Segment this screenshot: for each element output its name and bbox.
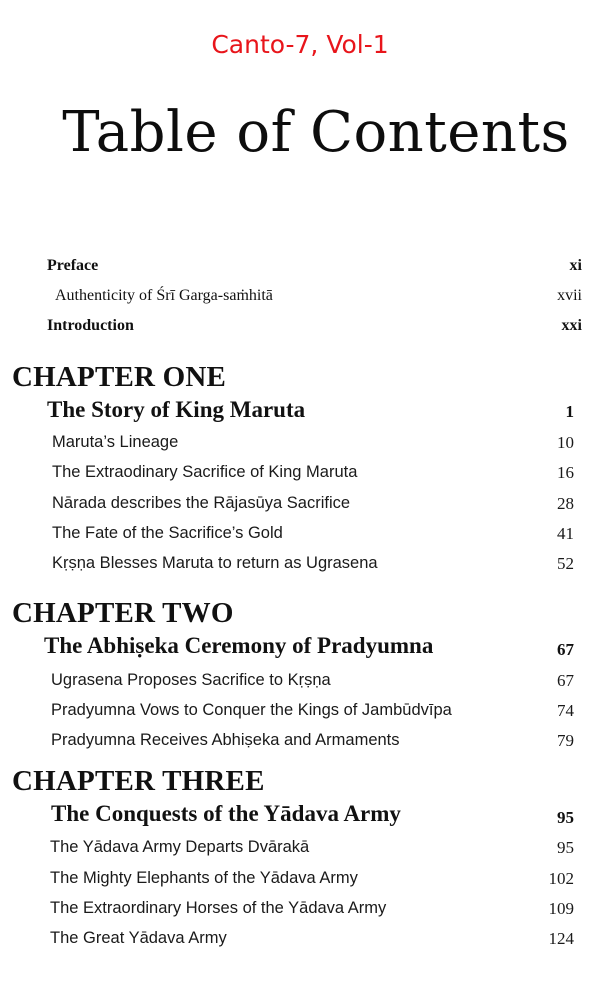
- toc-entry: Pradyumna Vows to Conquer the Kings of Jambūdvīpa: [51, 701, 452, 719]
- toc-page-number: 41: [557, 524, 574, 543]
- toc-page-preface: xi: [569, 257, 582, 274]
- canto-volume-label: Canto-7, Vol-1: [211, 30, 389, 59]
- toc-entry: Ugrasena Proposes Sacrifice to Kṛṣṇa: [51, 671, 331, 689]
- chapter-three-heading: CHAPTER THREE: [12, 765, 265, 797]
- toc-entry-preface: Preface: [47, 257, 99, 274]
- toc-entry: The Fate of the Sacrifice’s Gold: [52, 524, 283, 542]
- toc-entry: The Great Yādava Army: [50, 929, 227, 947]
- toc-entry: The Mighty Elephants of the Yādava Army: [50, 869, 358, 887]
- toc-page-introduction: xxi: [561, 317, 582, 334]
- toc-entry-introduction: Introduction: [47, 317, 134, 334]
- toc-page-number: 67: [557, 671, 574, 690]
- toc-page-number: 79: [557, 731, 574, 750]
- toc-entry: Pradyumna Receives Abhiṣeka and Armaments: [51, 731, 400, 749]
- toc-page-authenticity: xvii: [557, 287, 582, 304]
- toc-page-number: 109: [548, 899, 574, 918]
- toc-page-number: 95: [557, 838, 574, 857]
- toc-page-number: 10: [557, 433, 574, 452]
- chapter-one-title: The Story of King Maruta: [47, 397, 306, 422]
- toc-entry-authenticity: Authenticity of Śrī Garga-saṁhitā: [55, 287, 273, 304]
- toc-page-number: 52: [557, 554, 574, 573]
- toc-entry: The Yādava Army Departs Dvārakā: [50, 838, 310, 856]
- toc-entry: The Extraodinary Sacrifice of King Maruta: [52, 463, 358, 481]
- toc-page-number: 102: [548, 869, 574, 888]
- chapter-one-page: 1: [565, 402, 574, 421]
- toc-entry: Maruta’s Lineage: [52, 433, 179, 451]
- toc-page-number: 124: [548, 929, 574, 948]
- chapter-two-heading: CHAPTER TWO: [12, 597, 234, 629]
- toc-entry: The Extraordinary Horses of the Yādava Army: [50, 899, 387, 917]
- toc-page-number: 16: [557, 463, 574, 482]
- page-title: Table of Contents: [62, 100, 570, 165]
- toc-page-number: 28: [557, 494, 574, 513]
- chapter-two-page: 67: [557, 640, 574, 659]
- toc-entry: Kṛṣṇa Blesses Maruta to return as Ugrasena: [52, 554, 378, 572]
- toc-entry: Nārada describes the Rājasūya Sacrifice: [52, 494, 351, 512]
- chapter-three-page: 95: [557, 808, 574, 827]
- chapter-three-title: The Conquests of the Yādava Army: [51, 801, 401, 826]
- chapter-two-title: The Abhiṣeka Ceremony of Pradyumna: [44, 633, 434, 658]
- chapter-one-heading: CHAPTER ONE: [12, 361, 227, 393]
- toc-page-number: 74: [557, 701, 574, 720]
